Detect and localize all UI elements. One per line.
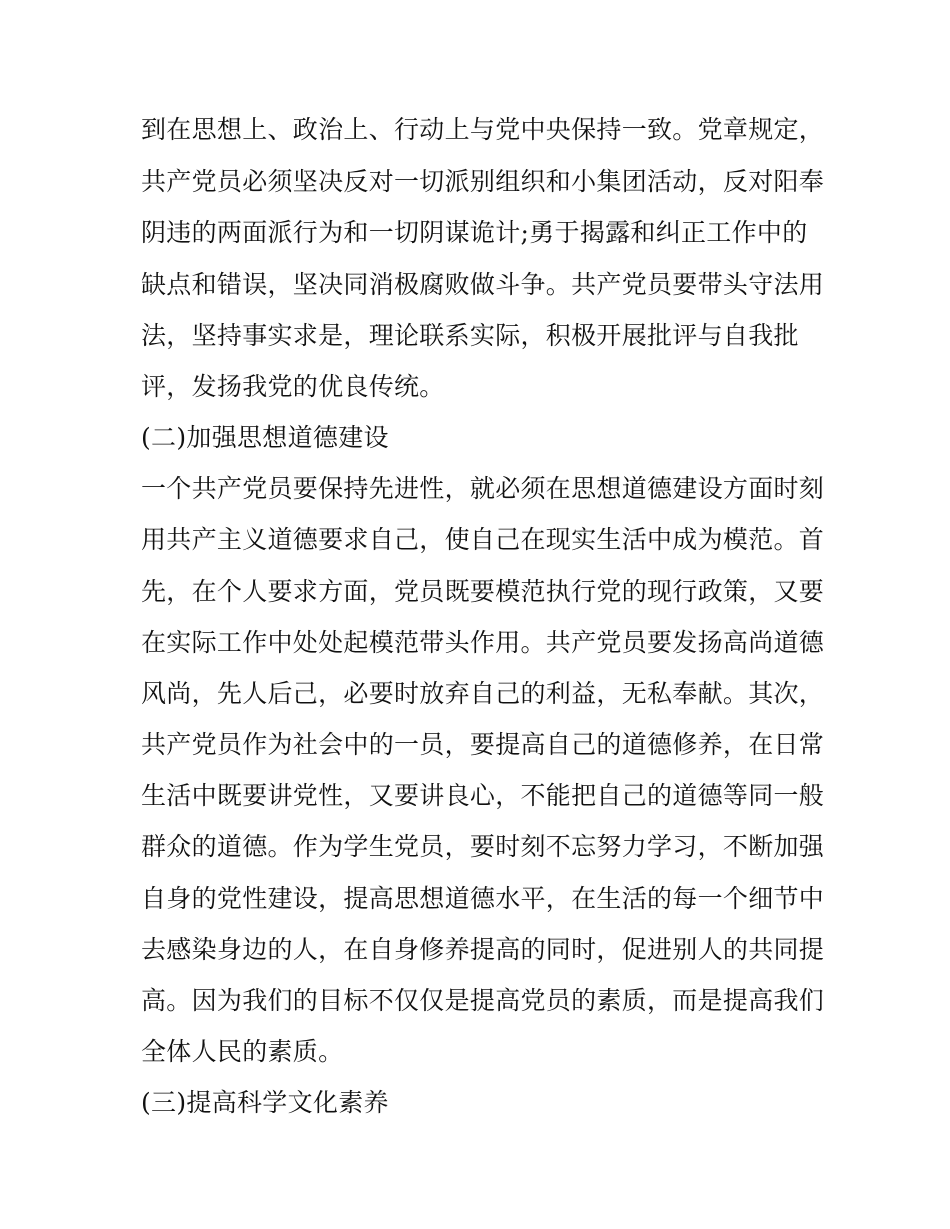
paragraph-1-line-2: 共产党员必须坚决反对一切派别组织和小集团活动，反对阳奉 [141,167,825,196]
paragraph-2-line-11: 高。因为我们的目标不仅仅是提高党员的素质，而是提高我们 [141,986,825,1015]
paragraph-1-line-4: 缺点和错误，坚决同消极腐败做斗争。共产党员要带头守法用 [141,270,825,299]
paragraph-2-line-2: 用共产主义道德要求自己，使自己在现实生活中成为模范。首 [141,525,825,554]
paragraph-1-line-3: 阴违的两面派行为和一切阴谋诡计;勇于揭露和纠正工作中的 [141,218,808,247]
section-heading-3: (三)提高科学文化素养 [141,1088,389,1117]
paragraph-2-line-7: 生活中既要讲党性，又要讲良心，不能把自己的道德等同一般 [141,781,825,810]
paragraph-2-line-10: 去感染身边的人，在自身修养提高的同时，促进别人的共同提 [141,935,825,964]
paragraph-2-line-5: 风尚，先人后己，必要时放弃自己的利益，无私奉献。其次， [141,679,825,708]
paragraph-2-line-4: 在实际工作中处处起模范带头作用。共产党员要发扬高尚道德 [141,628,825,657]
paragraph-2-line-6: 共产党员作为社会中的一员，要提高自己的道德修养，在日常 [141,730,825,759]
paragraph-2-line-8: 群众的道德。作为学生党员，要时刻不忘努力学习，不断加强 [141,832,825,861]
paragraph-2-line-1: 一个共产党员要保持先进性，就必须在思想道德建设方面时刻 [141,474,825,503]
paragraph-2-line-3: 先，在个人要求方面，党员既要模范执行党的现行政策，又要 [141,577,825,606]
paragraph-1-line-6: 评，发扬我党的优良传统。 [141,372,445,401]
paragraph-1-line-5: 法，坚持事实求是，理论联系实际，积极开展批评与自我批 [141,321,799,350]
paragraph-2-line-12: 全体人民的素质。 [141,1037,344,1066]
paragraph-2-line-9: 自身的党性建设，提高思想道德水平，在生活的每一个细节中 [141,884,825,913]
section-heading-2: (二)加强思想道德建设 [141,423,389,452]
paragraph-1-line-1: 到在思想上、政治上、行动上与党中央保持一致。党章规定， [141,115,825,144]
